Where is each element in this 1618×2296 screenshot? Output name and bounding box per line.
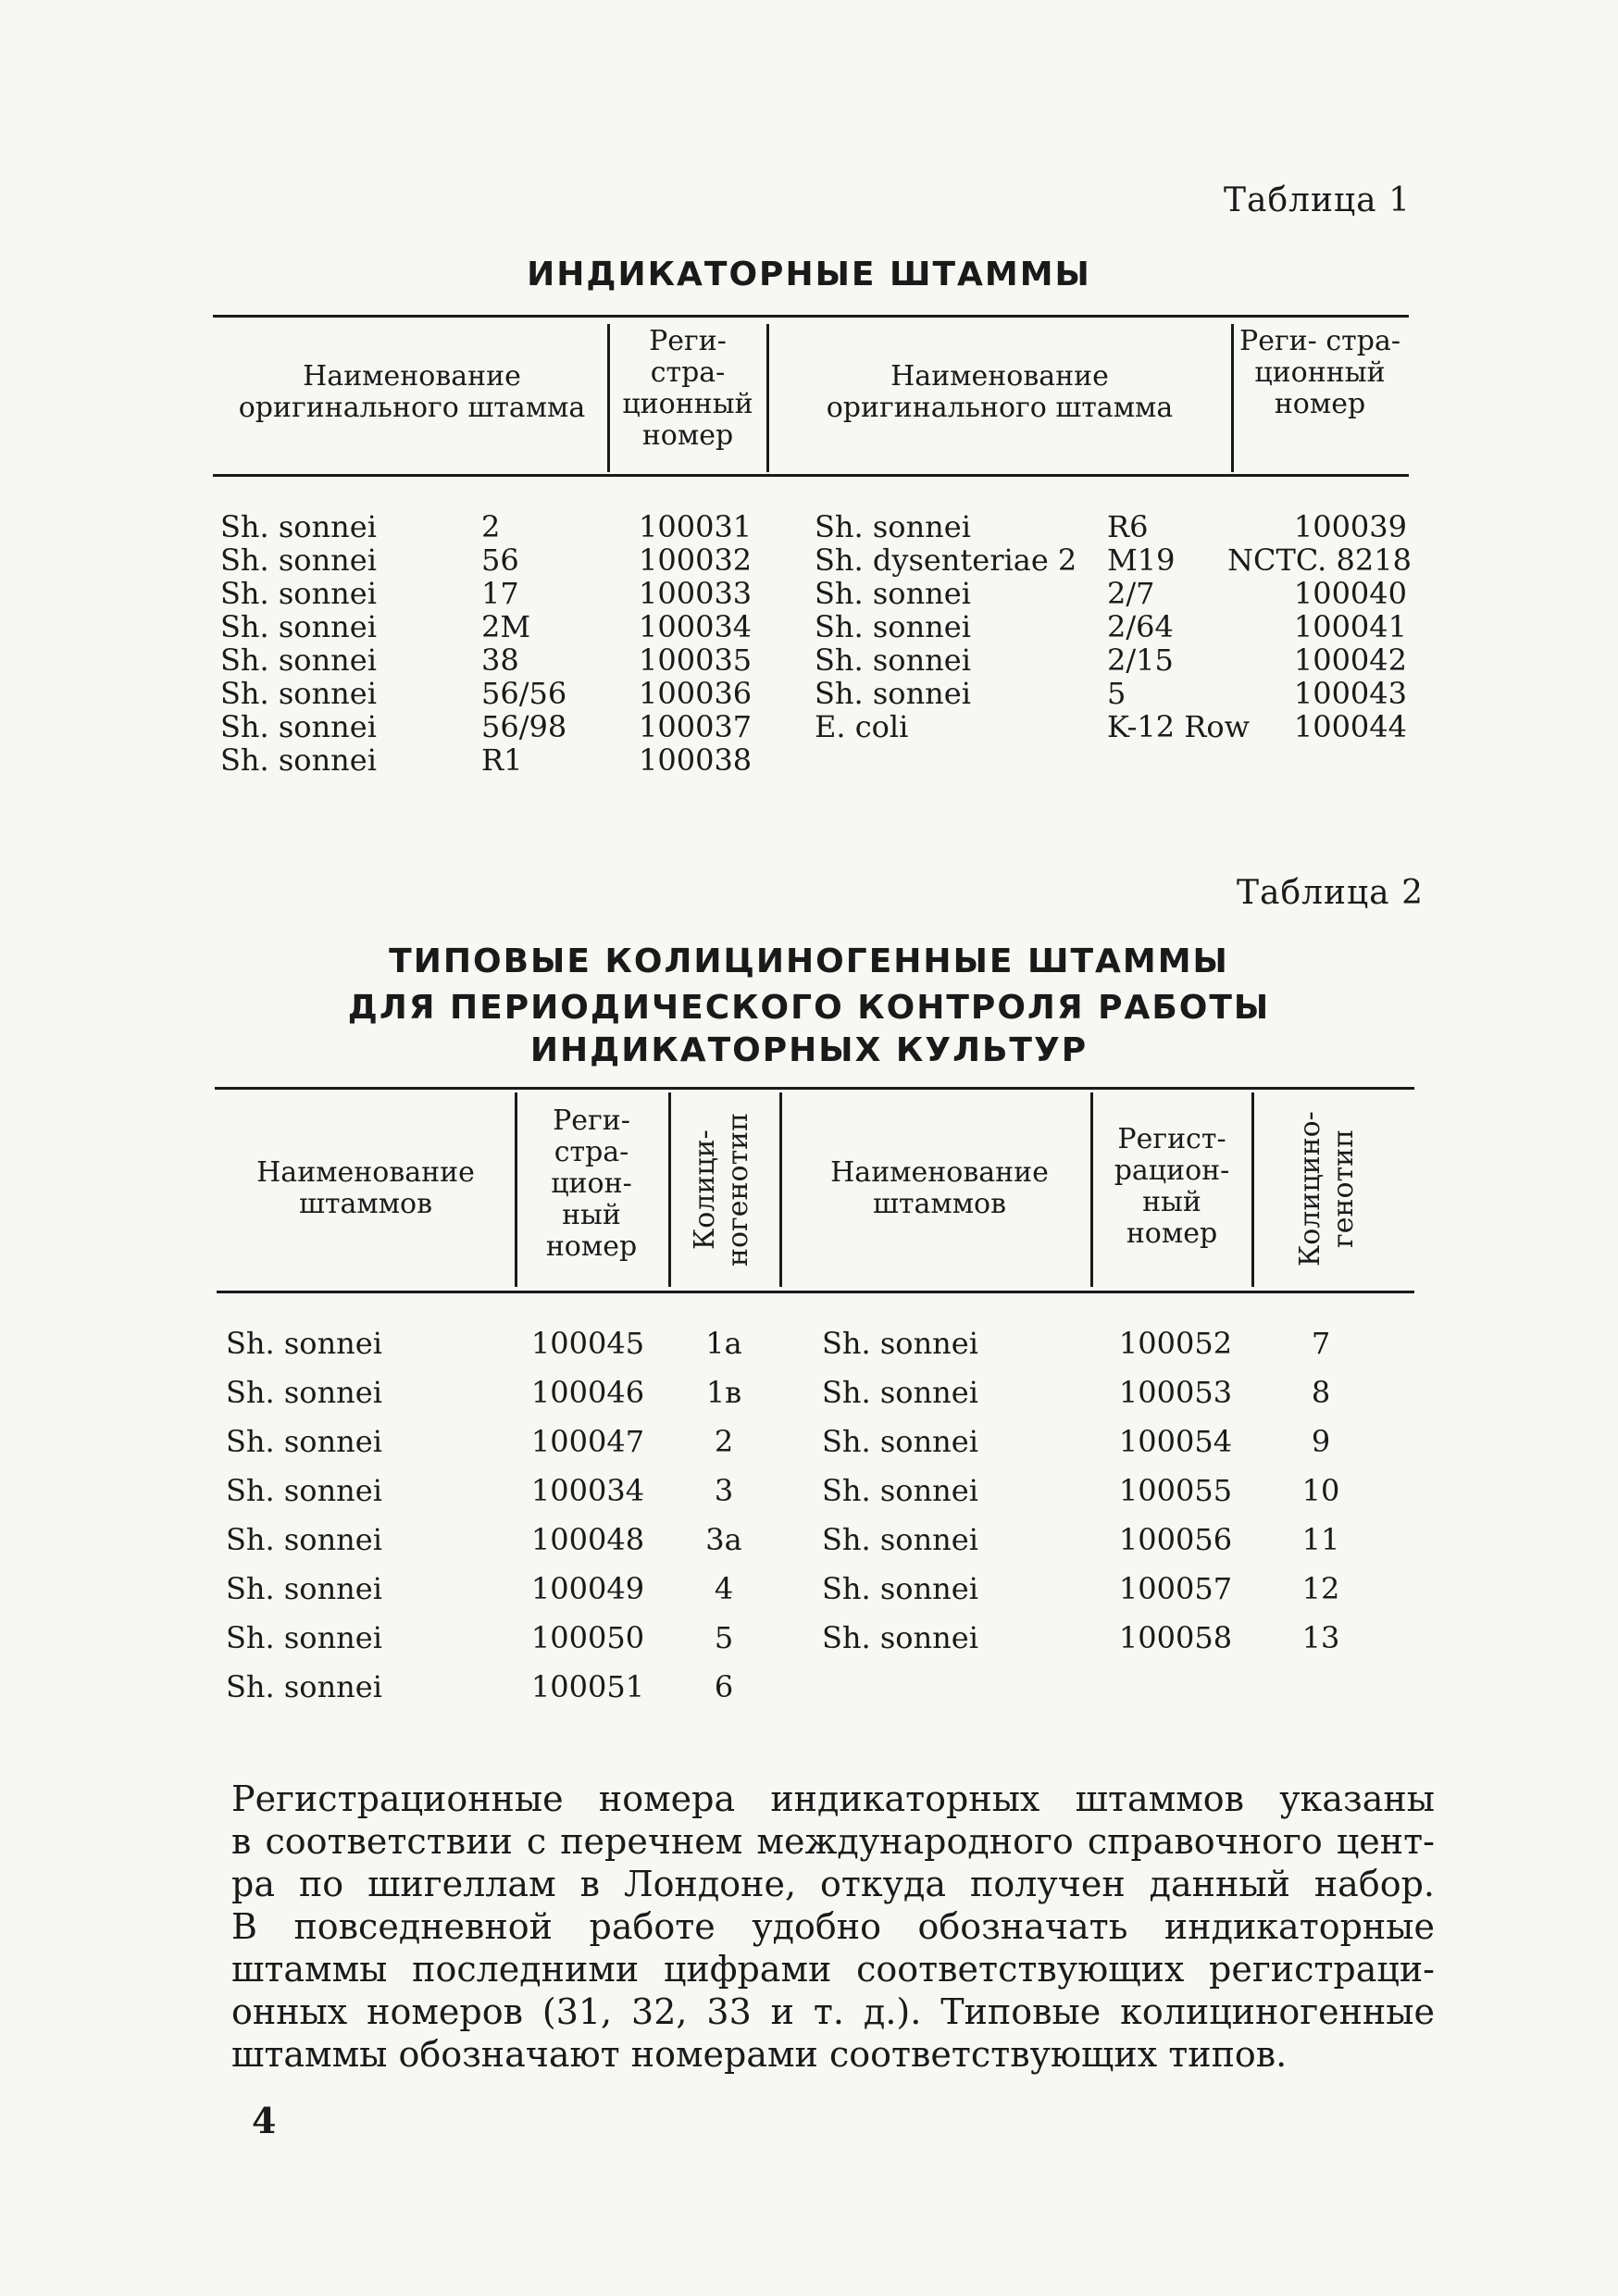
strain-variant: M19 [1107, 543, 1176, 578]
colicinogenotype: 4 [714, 1571, 734, 1606]
registration-number: 100045 [530, 1326, 645, 1361]
registration-number: 100037 [639, 709, 753, 744]
strain-name: Sh. sonnei [226, 1473, 382, 1508]
table2-header-type-left: Колици- ногенотип [689, 1112, 754, 1267]
strain-name: Sh. sonnei [226, 1571, 382, 1606]
registration-number: 100036 [639, 676, 753, 711]
strain-name: Sh. sonnei [815, 676, 971, 711]
strain-name: Sh. sonnei [822, 1473, 978, 1508]
paragraph-line: штаммы обозначают номерами соответствующих типов. [231, 2034, 1288, 2075]
strain-name: Sh. sonnei [226, 1424, 382, 1459]
registration-number: 100051 [530, 1669, 645, 1704]
strain-variant: 2M [481, 609, 531, 644]
colicinogenotype: 1в [705, 1375, 742, 1410]
table1-header-name-right: Наименование оригинального штамма [826, 360, 1174, 424]
colicinogenotype: 2 [714, 1424, 734, 1459]
registration-number: 100033 [639, 576, 753, 611]
table1-divider [1231, 324, 1234, 472]
colicinogenotype: 10 [1301, 1473, 1340, 1508]
strain-name: Sh. sonnei [220, 509, 377, 544]
table1-header-rule [213, 474, 1409, 477]
table1-divider [766, 324, 769, 472]
table2-divider [668, 1092, 671, 1287]
table1-caption: Таблица 1 [1224, 181, 1411, 219]
strain-variant: 5 [1107, 676, 1126, 711]
table2-caption: Таблица 2 [1237, 874, 1424, 912]
strain-name: Sh. sonnei [220, 643, 377, 678]
registration-number: NCTC. 8218 [1227, 543, 1412, 578]
colicinogenotype: 3a [705, 1522, 742, 1557]
strain-name: Sh. sonnei [822, 1326, 978, 1361]
registration-number: 100050 [530, 1620, 645, 1655]
table2-divider [1090, 1092, 1093, 1287]
strain-variant: 2 [481, 509, 501, 544]
registration-number: 100047 [530, 1424, 645, 1459]
strain-variant: K-12 Row [1107, 709, 1251, 744]
colicinogenotype: 7 [1311, 1326, 1331, 1361]
registration-number: 100034 [639, 609, 753, 644]
strain-name: Sh. sonnei [220, 676, 377, 711]
registration-number: 100043 [1293, 676, 1407, 711]
strain-variant: 2/64 [1107, 609, 1174, 644]
strain-name: Sh. sonnei [815, 609, 971, 644]
table1-header-reg-left: Реги- стра- ционный номер [622, 325, 753, 452]
colicinogenotype: 9 [1311, 1424, 1331, 1459]
strain-name: Sh. dysenteriae 2 [815, 543, 1077, 578]
table1-title: ИНДИКАТОРНЫЕ ШТАММЫ [527, 256, 1091, 293]
strain-variant: 56 [481, 543, 519, 578]
registration-number: 100046 [530, 1375, 645, 1410]
registration-number: 100042 [1293, 643, 1407, 678]
colicinogenotype: 8 [1311, 1375, 1331, 1410]
registration-number: 100053 [1118, 1375, 1233, 1410]
strain-name: Sh. sonnei [220, 543, 377, 578]
strain-name: Sh. sonnei [220, 709, 377, 744]
registration-number: 100044 [1293, 709, 1407, 744]
strain-name: Sh. sonnei [220, 576, 377, 611]
colicinogenotype: 5 [714, 1620, 734, 1655]
paragraph-line: онных номеров (31, 32, 33 и т. д.). Типовые колициногенные [231, 1991, 1435, 2032]
strain-variant: 17 [481, 576, 519, 611]
strain-name: Sh. sonnei [822, 1522, 978, 1557]
colicinogenotype: 3 [714, 1473, 734, 1508]
body-paragraph [231, 1778, 1435, 2076]
table2-title-line-3: ИНДИКАТОРНЫХ КУЛЬТУР [529, 1031, 1089, 1069]
registration-number: 100052 [1118, 1326, 1233, 1361]
strain-name: Sh. sonnei [226, 1669, 382, 1704]
table2-divider [515, 1092, 517, 1287]
table2-title-line-1: ТИПОВЫЕ КОЛИЦИНОГЕННЫЕ ШТАММЫ [389, 942, 1229, 980]
table1-top-rule [213, 315, 1409, 318]
strain-name: Sh. sonnei [226, 1326, 382, 1361]
strain-name: E. coli [815, 709, 909, 744]
strain-variant: 2/15 [1107, 643, 1174, 678]
paragraph-line: штаммы последними цифрами соответствующих регистраци- [231, 1949, 1435, 1990]
table2-header-name-left: Наименование штаммов [256, 1156, 475, 1220]
strain-variant: 38 [481, 643, 519, 678]
registration-number: 100054 [1118, 1424, 1233, 1459]
table1-header-name-left: Наименование оригинального штамма [238, 360, 586, 424]
strain-name: Sh. sonnei [815, 643, 971, 678]
registration-number: 100034 [530, 1473, 645, 1508]
registration-number: 100038 [639, 742, 753, 778]
registration-number: 100031 [639, 509, 753, 544]
colicinogenotype: 13 [1301, 1620, 1340, 1655]
strain-name: Sh. sonnei [822, 1424, 978, 1459]
registration-number: 100056 [1118, 1522, 1233, 1557]
colicinogenotype: 12 [1301, 1571, 1340, 1606]
strain-variant: R1 [481, 742, 523, 778]
strain-name: Sh. sonnei [226, 1522, 382, 1557]
registration-number: 100039 [1293, 509, 1407, 544]
registration-number: 100041 [1293, 609, 1407, 644]
strain-name: Sh. sonnei [220, 609, 377, 644]
table2-title-line-2: ДЛЯ ПЕРИОДИЧЕСКОГО КОНТРОЛЯ РАБОТЫ [347, 989, 1271, 1027]
table2-header-reg-right: Регист- рацион- ный номер [1114, 1123, 1230, 1250]
registration-number: 100048 [530, 1522, 645, 1557]
table2-divider [779, 1092, 782, 1287]
strain-variant: R6 [1107, 509, 1149, 544]
strain-variant: 56/98 [481, 709, 567, 744]
strain-name: Sh. sonnei [226, 1375, 382, 1410]
strain-name: Sh. sonnei [822, 1620, 978, 1655]
registration-number: 100032 [639, 543, 753, 578]
registration-number: 100040 [1293, 576, 1407, 611]
paragraph-line: Регистрационные номера индикаторных штаммов указаны [231, 1778, 1435, 1819]
table2-divider [1251, 1092, 1254, 1287]
strain-name: Sh. sonnei [220, 742, 377, 778]
table1-divider [607, 324, 610, 472]
registration-number: 100057 [1118, 1571, 1233, 1606]
strain-name: Sh. sonnei [822, 1571, 978, 1606]
page-number: 4 [252, 2100, 277, 2141]
registration-number: 100049 [530, 1571, 645, 1606]
paragraph-line: в соответствии с перечнем международного справочного цент- [231, 1821, 1435, 1862]
strain-variant: 56/56 [481, 676, 567, 711]
paragraph-line: ра по шигеллам в Лондоне, откуда получен данный набор. [231, 1864, 1435, 1904]
registration-number: 100058 [1118, 1620, 1233, 1655]
registration-number: 100055 [1118, 1473, 1233, 1508]
colicinogenotype: 1a [705, 1326, 742, 1361]
table2-header-rule [217, 1291, 1414, 1293]
table1-header-reg-right: Реги- стра- ционный номер [1239, 325, 1400, 420]
table2-header-name-right: Наименование штаммов [830, 1156, 1049, 1220]
strain-name: Sh. sonnei [815, 576, 971, 611]
strain-name: Sh. sonnei [226, 1620, 382, 1655]
colicinogenotype: 11 [1301, 1522, 1340, 1557]
strain-name: Sh. sonnei [815, 509, 971, 544]
strain-name: Sh. sonnei [822, 1375, 978, 1410]
paragraph-line: В повседневной работе удобно обозначать индикаторные [231, 1906, 1435, 1947]
colicinogenotype: 6 [714, 1669, 734, 1704]
table2-header-type-right: Колицино- генотип [1294, 1111, 1360, 1267]
table2-top-rule [215, 1087, 1414, 1090]
strain-variant: 2/7 [1107, 576, 1155, 611]
registration-number: 100035 [639, 643, 753, 678]
table2-header-reg-left: Реги- стра- цион- ный номер [545, 1104, 638, 1263]
